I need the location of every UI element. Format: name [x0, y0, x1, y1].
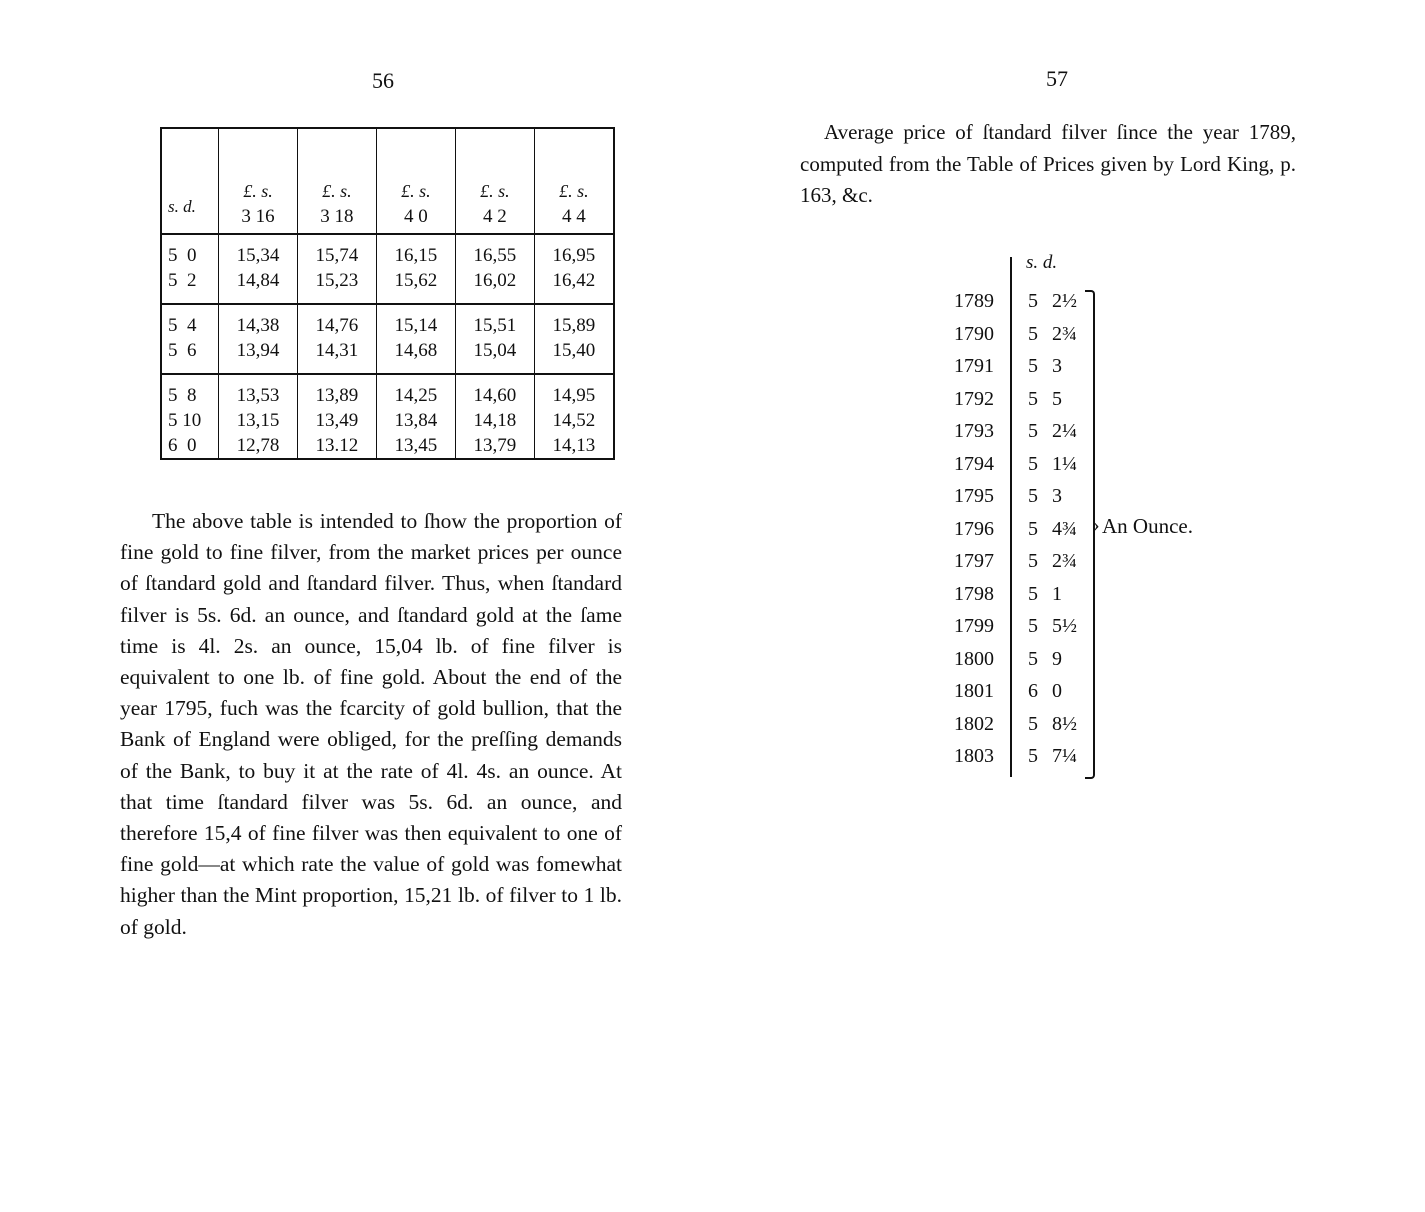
shillings-value: 5 [1028, 420, 1038, 442]
pence-value: 9 [1052, 647, 1062, 670]
header-value: 4 2 [482, 206, 507, 227]
header-value: 4 4 [562, 206, 586, 227]
shillings-value: 5 [1028, 452, 1038, 475]
ratio-cell: 15,23 [297, 268, 376, 304]
ratio-cell: 14,13 [534, 433, 614, 459]
shillings-value: 5 [1028, 355, 1038, 377]
year-label: 1801 [954, 680, 994, 702]
ratio-cell: 14,18 [455, 408, 534, 433]
ratio-cell: 15,74 [297, 234, 376, 268]
year-label: 1800 [954, 647, 994, 670]
pence-value: 8½ [1052, 712, 1077, 735]
header-gold-price [219, 128, 298, 234]
ratio-cell: 15,40 [534, 338, 614, 374]
header-shillings-pence: s. d. [161, 128, 219, 234]
year-label: 1795 [954, 485, 994, 507]
brace-point: › [1093, 514, 1100, 536]
table-row [161, 408, 614, 433]
silver-price-list [930, 252, 1230, 782]
table-row [161, 234, 614, 268]
header-gold-price [455, 128, 534, 234]
ratio-cell: 14,52 [534, 408, 614, 433]
header-value: 3 18 [320, 206, 354, 227]
pence-value: 2½ [1052, 290, 1077, 312]
ratio-cell: 15,51 [455, 304, 534, 338]
row-silver-price: 5 6 [161, 338, 219, 374]
ratio-cell: 14,38 [219, 304, 298, 338]
ratio-cell: 16,02 [455, 268, 534, 304]
ratio-cell: 13,15 [219, 408, 298, 433]
ratio-cell: 13,84 [376, 408, 455, 433]
header-gold-price [534, 128, 614, 234]
header-gold-price [297, 128, 376, 234]
header-unit: £. s. [559, 181, 589, 201]
year-label: 1799 [954, 615, 994, 637]
ratio-cell: 13,45 [376, 433, 455, 459]
ratio-cell: 15,04 [455, 338, 534, 374]
year-label: 1803 [954, 745, 994, 767]
shillings-value: 5 [1028, 550, 1038, 572]
header-unit: £. s. [243, 181, 273, 201]
ratio-cell: 15,62 [376, 268, 455, 304]
header-value: 3 16 [241, 206, 275, 227]
table-header-row [161, 128, 614, 234]
shillings-value: 5 [1028, 290, 1038, 312]
year-label: 1797 [954, 550, 994, 572]
ratio-cell: 14,68 [376, 338, 455, 374]
year-label: 1798 [954, 582, 994, 605]
pence-value: 1¼ [1052, 452, 1077, 475]
page-number-left: 56 [372, 68, 394, 93]
shillings-value: 5 [1028, 745, 1038, 767]
shillings-value: 5 [1028, 517, 1038, 540]
header-value: 4 0 [404, 206, 428, 227]
pence-value: 4¾ [1052, 517, 1077, 540]
table-row [161, 374, 614, 408]
row-silver-price: 5 8 [161, 374, 219, 408]
ratio-cell: 14,84 [219, 268, 298, 304]
header-gold-price [376, 128, 455, 234]
pence-value: 2¾ [1052, 322, 1077, 345]
ratio-cell: 15,14 [376, 304, 455, 338]
row-silver-price: 5 10 [161, 408, 219, 433]
ratio-cell: 13,53 [219, 374, 298, 408]
heading-paragraph: Average price of ſtandard filver ſince the year 1789, computed from the Table of Prices given by Lord King, p. 163, &c. [800, 120, 1296, 207]
year-label: 1793 [954, 420, 994, 442]
ratio-cell: 16,42 [534, 268, 614, 304]
shillings-value: 5 [1028, 582, 1038, 605]
column-rule [1010, 257, 1012, 777]
shillings-value: 5 [1028, 615, 1038, 637]
year-label: 1796 [954, 517, 994, 540]
shillings-value: 5 [1028, 712, 1038, 735]
year-label: 1792 [954, 387, 994, 410]
ratio-cell: 16,15 [376, 234, 455, 268]
header-unit: £. s. [401, 181, 431, 201]
column-header-shillings-pence: s. d. [1026, 252, 1058, 273]
pence-value: 0 [1052, 680, 1062, 702]
ratio-cell: 14,31 [297, 338, 376, 374]
row-silver-price: 5 4 [161, 304, 219, 338]
table-row [161, 268, 614, 304]
table-row [161, 338, 614, 374]
ratio-cell: 14,95 [534, 374, 614, 408]
ratio-cell: 15,89 [534, 304, 614, 338]
header-unit: £. s. [322, 181, 352, 201]
shillings-value: 5 [1028, 485, 1038, 507]
ratio-cell: 14,60 [455, 374, 534, 408]
pence-value: 5½ [1052, 615, 1077, 637]
ratio-cell: 14,25 [376, 374, 455, 408]
year-label: 1794 [954, 452, 994, 475]
page-number-right: 57 [1046, 66, 1068, 91]
ratio-cell: 12,78 [219, 433, 298, 459]
ratio-cell: 16,95 [534, 234, 614, 268]
table-row [161, 433, 614, 459]
explanation-paragraph: The above table is intended to ſhow the proportion of fine gold to fine filver, from the market prices per ounce of ſtandard gold and ſtandard filver. Thus, when ſtandard filver is 5s. 6d. an ounce, and ſtandard gold at the ſame time is 4l. 2s. an ounce, 15,04 lb. of fine filver is equivalent to one lb. of fine gold. About the end of the year 1795, fuch was the fcarcity of gold bullion, that the Bank of England were obliged, for the preſſing demands of the Bank, to buy it at the rate of 4l. 4s. an ounce. At that time ſtandard filver was 5s. 6d. an ounce, and therefore 15,4 of fine filver was then equivalent to one of fine gold—at which rate the value of gold was fomewhat higher than the Mint proportion, 15,21 lb. of filver to 1 lb. of gold. [120, 509, 622, 939]
pence-value: 3 [1052, 485, 1062, 507]
year-label: 1802 [954, 712, 994, 735]
table-row [161, 304, 614, 338]
shillings-value: 5 [1028, 387, 1038, 410]
ratio-cell: 14,76 [297, 304, 376, 338]
brace-label: An Ounce. [1102, 514, 1193, 538]
shillings-value: 5 [1028, 322, 1038, 345]
shillings-value: 6 [1028, 680, 1038, 702]
header-unit: £. s. [480, 181, 510, 201]
year-label: 1790 [954, 322, 994, 345]
year-label: 1789 [954, 290, 994, 312]
pence-value: 2¼ [1052, 420, 1077, 442]
ratio-cell: 16,55 [455, 234, 534, 268]
row-silver-price: 5 2 [161, 268, 219, 304]
ratio-cell: 13,89 [297, 374, 376, 408]
pence-value: 7¼ [1052, 745, 1077, 767]
ratio-cell: 13,79 [455, 433, 534, 459]
pence-value: 1 [1052, 582, 1062, 605]
silver-price-heading [800, 117, 1296, 212]
row-silver-price: 6 0 [161, 433, 219, 459]
pence-value: 3 [1052, 355, 1062, 377]
shillings-value: 5 [1028, 647, 1038, 670]
ratio-cell: 13,49 [297, 408, 376, 433]
gold-silver-ratio-table [160, 127, 615, 460]
pence-value: 2¾ [1052, 550, 1077, 572]
ratio-cell: 15,34 [219, 234, 298, 268]
pence-value: 5 [1052, 387, 1062, 410]
row-silver-price: 5 0 [161, 234, 219, 268]
ratio-cell: 13,94 [219, 338, 298, 374]
explanation-text [120, 506, 622, 943]
ratio-cell: 13.12 [297, 433, 376, 459]
year-label: 1791 [954, 355, 994, 377]
